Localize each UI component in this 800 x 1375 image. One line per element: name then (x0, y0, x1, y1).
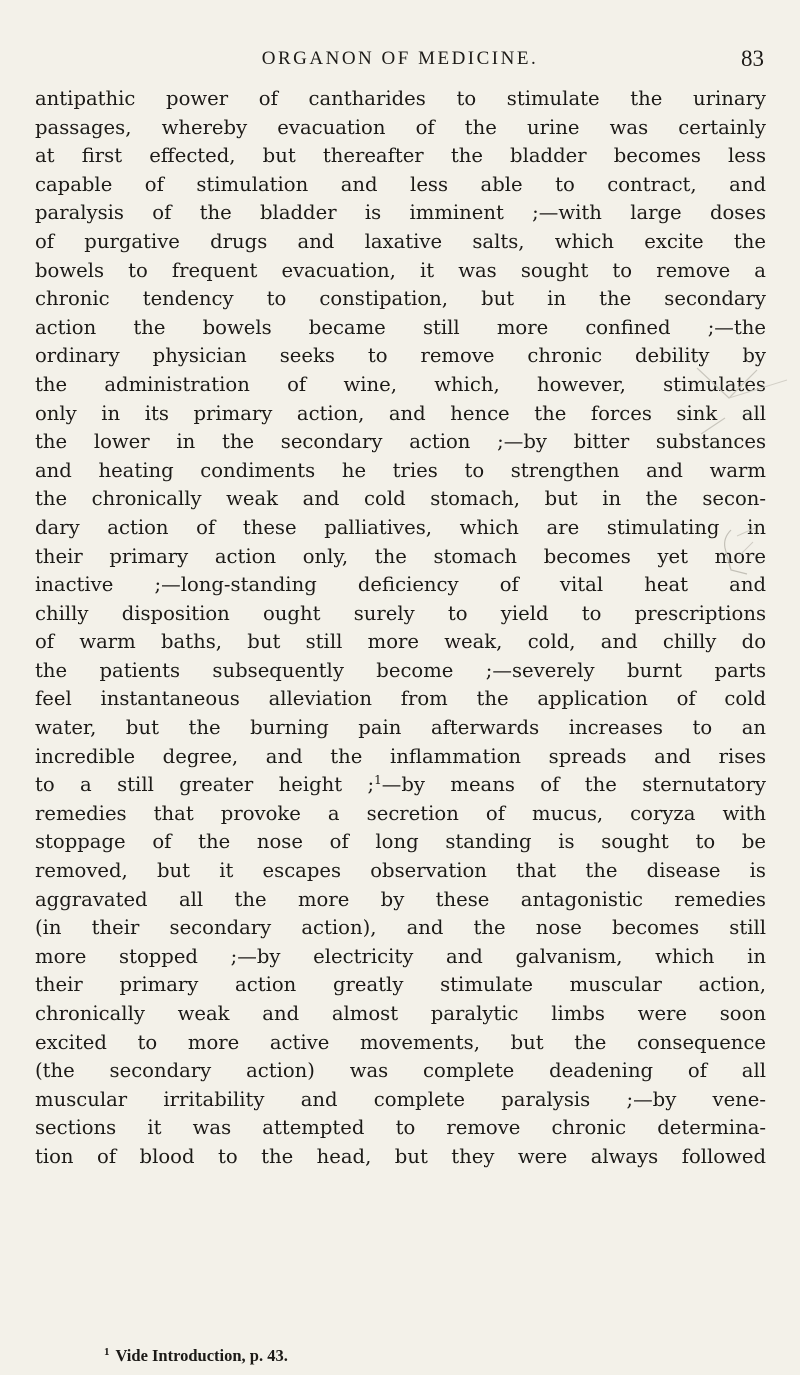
text-line: removed, but it escapes observation that the disease is (35, 859, 766, 883)
footnote (104, 1346, 288, 1366)
text-line: antipathic power of cantharides to stimulate the urinary (35, 87, 766, 110)
text-line: paralysis of the bladder is imminent ;—with large doses (35, 201, 766, 225)
text-line-with-footnote-ref (35, 771, 766, 800)
text-line: passages, whereby evacuation of the urine was certainly (35, 115, 766, 139)
text-line: only in its primary action, and hence the forces sink all (35, 401, 766, 425)
text-line: of purgative drugs and laxative salts, which excite the (35, 229, 766, 253)
text-fragment: to a still greater height ; (35, 773, 375, 797)
text-line: at first effected, but thereafter the bladder becomes less (35, 144, 766, 168)
text-line: the patients subsequently become ;—severely burnt parts (35, 658, 766, 682)
text-line: chilly disposition ought surely to yield to prescriptions (35, 601, 766, 625)
text-line: incredible degree, and the inflammation spreads and rises (35, 744, 766, 768)
footnote-text: Vide Introduction, p. 43. (115, 1346, 288, 1365)
text-line: more stopped ;—by electricity and galvanism, which in (35, 944, 766, 968)
text-line: their primary action only, the stomach becomes yet more (35, 544, 766, 568)
text-line: (in their secondary action), and the nose becomes still (35, 916, 766, 940)
text-line: inactive ;—long-standing deficiency of vital heat and (35, 573, 766, 597)
text-line: remedies that provoke a secretion of mucus, coryza with (35, 801, 766, 825)
running-title: ORGANON OF MEDICINE. (261, 48, 539, 69)
text-line: the lower in the secondary action ;—by bitter substances (35, 430, 766, 454)
running-head (0, 46, 800, 76)
footnote-marker: 1 (104, 1346, 110, 1358)
text-line: capable of stimulation and less able to contract, and (35, 172, 766, 196)
page-number: 83 (741, 46, 764, 71)
text-line: muscular irritability and complete paralysis ;—by vene- (35, 1087, 766, 1111)
text-line: the administration of wine, which, however, stimulates (35, 372, 766, 396)
text-line: stoppage of the nose of long standing is sought to be (35, 830, 766, 854)
text-line: (the secondary action) was complete deadening of all (35, 1059, 766, 1083)
text-line: feel instantaneous alleviation from the application of cold (35, 687, 766, 711)
text-line: their primary action greatly stimulate muscular action, (35, 973, 766, 997)
text-line: water, but the burning pain afterwards increases to an (35, 716, 766, 740)
text-line: of warm baths, but still more weak, cold, and chilly do (35, 630, 766, 654)
footnote-reference[interactable]: 1 (374, 773, 382, 788)
text-line: excited to more active movements, but the consequence (35, 1030, 766, 1054)
body-text (35, 85, 766, 1172)
text-line: ordinary physician seeks to remove chronic debility by (35, 344, 766, 368)
text-line: bowels to frequent evacuation, it was sought to remove a (35, 258, 766, 282)
text-line: sections it was attempted to remove chronic determina- (35, 1116, 766, 1140)
text-line: dary action of these palliatives, which are stimulating in (35, 515, 766, 539)
text-line: action the bowels became still more confined ;—the (35, 315, 766, 339)
text-fragment: —by means of the sternutatory (381, 773, 766, 797)
text-line: tion of blood to the head, but they were always followed (35, 1144, 766, 1168)
text-line: and heating condiments he tries to strengthen and warm (35, 458, 766, 482)
text-line: the chronically weak and cold stomach, but in the secon- (35, 487, 766, 511)
text-line: chronic tendency to constipation, but in the secondary (35, 287, 766, 311)
text-line: aggravated all the more by these antagonistic remedies (35, 887, 766, 911)
text-line: chronically weak and almost paralytic limbs were soon (35, 1002, 766, 1025)
